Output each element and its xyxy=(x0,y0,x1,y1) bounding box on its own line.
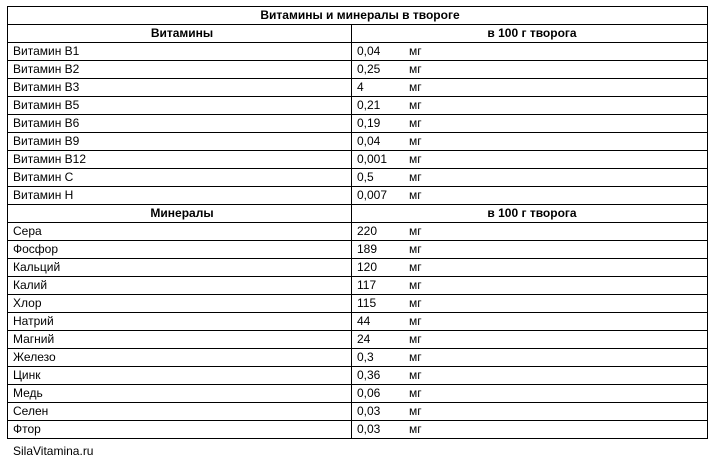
amount-unit: мг xyxy=(409,152,422,166)
nutrient-amount xyxy=(352,151,708,169)
table-row xyxy=(8,97,708,115)
amount-unit: мг xyxy=(409,80,422,94)
amount-value: 115 xyxy=(357,296,377,310)
nutrient-amount xyxy=(352,313,708,331)
table-row xyxy=(8,313,708,331)
nutrient-amount xyxy=(352,403,708,421)
table-row xyxy=(8,349,708,367)
amount-unit: мг xyxy=(409,350,422,364)
nutrient-name: Железо xyxy=(8,349,352,367)
table-row xyxy=(8,277,708,295)
table-row xyxy=(8,187,708,205)
amount-unit: мг xyxy=(409,332,422,346)
vitamins-header-value: в 100 г творога xyxy=(352,25,708,43)
amount-value: 0,007 xyxy=(357,188,388,202)
minerals-header-name: Минералы xyxy=(8,205,352,223)
nutrient-amount xyxy=(352,349,708,367)
amount-unit: мг xyxy=(409,44,422,58)
amount-unit: мг xyxy=(409,98,422,112)
amount-value: 0,25 xyxy=(357,62,381,76)
nutrient-name: Кальций xyxy=(8,259,352,277)
nutrient-amount xyxy=(352,259,708,277)
nutrient-name: Витамин B2 xyxy=(8,61,352,79)
table-row xyxy=(8,43,708,61)
amount-unit: мг xyxy=(409,314,422,328)
amount-unit: мг xyxy=(409,188,422,202)
nutrient-amount xyxy=(352,61,708,79)
amount-unit: мг xyxy=(409,386,422,400)
amount-value: 220 xyxy=(357,224,378,238)
amount-unit: мг xyxy=(409,404,422,418)
nutrient-name: Витамин C xyxy=(8,169,352,187)
nutrient-name: Витамин B1 xyxy=(8,43,352,61)
amount-value: 0,03 xyxy=(357,422,381,436)
amount-value: 0,5 xyxy=(357,170,374,184)
nutrient-name: Витамин B5 xyxy=(8,97,352,115)
table-row xyxy=(8,79,708,97)
nutrient-name: Цинк xyxy=(8,367,352,385)
nutrient-amount xyxy=(352,277,708,295)
nutrient-name: Витамин B6 xyxy=(8,115,352,133)
amount-unit: мг xyxy=(409,62,422,76)
table-row xyxy=(8,403,708,421)
amount-value: 0,04 xyxy=(357,44,381,58)
vitamins-header-name: Витамины xyxy=(8,25,352,43)
nutrient-name: Фосфор xyxy=(8,241,352,259)
amount-value: 120 xyxy=(357,260,378,274)
nutrient-name: Магний xyxy=(8,331,352,349)
amount-unit: мг xyxy=(409,134,422,148)
amount-value: 24 xyxy=(357,332,371,346)
table-row xyxy=(8,61,708,79)
nutrient-amount xyxy=(352,43,708,61)
nutrient-name: Калий xyxy=(8,277,352,295)
vitamins-header-row xyxy=(8,25,708,43)
table-row xyxy=(8,151,708,169)
nutrient-amount xyxy=(352,79,708,97)
nutrient-amount xyxy=(352,133,708,151)
table-row xyxy=(8,421,708,439)
table-row xyxy=(8,295,708,313)
amount-value: 0,19 xyxy=(357,116,381,130)
nutrient-amount xyxy=(352,241,708,259)
minerals-header-value: в 100 г творога xyxy=(352,205,708,223)
nutrient-amount xyxy=(352,421,708,439)
amount-value: 117 xyxy=(357,278,377,292)
table-row xyxy=(8,331,708,349)
amount-unit: мг xyxy=(409,224,422,238)
nutrition-table xyxy=(7,6,708,439)
minerals-header-row xyxy=(8,205,708,223)
amount-unit: мг xyxy=(409,422,422,436)
table-title: Витамины и минералы в твороге xyxy=(8,7,708,25)
nutrient-amount xyxy=(352,385,708,403)
amount-value: 0,03 xyxy=(357,404,381,418)
amount-unit: мг xyxy=(409,260,422,274)
nutrient-name: Хлор xyxy=(8,295,352,313)
table-row xyxy=(8,169,708,187)
amount-unit: мг xyxy=(409,242,422,256)
title-row xyxy=(8,7,708,25)
nutrient-amount xyxy=(352,331,708,349)
table-row xyxy=(8,133,708,151)
amount-unit: мг xyxy=(409,368,422,382)
nutrient-amount xyxy=(352,295,708,313)
amount-value: 0,04 xyxy=(357,134,381,148)
nutrient-amount xyxy=(352,115,708,133)
amount-value: 0,36 xyxy=(357,368,381,382)
amount-unit: мг xyxy=(409,296,422,310)
nutrient-name: Витамин B3 xyxy=(8,79,352,97)
nutrient-amount xyxy=(352,97,708,115)
nutrient-name: Витамин B9 xyxy=(8,133,352,151)
table-row xyxy=(8,259,708,277)
table-row xyxy=(8,223,708,241)
amount-value: 44 xyxy=(357,314,371,328)
nutrient-amount xyxy=(352,169,708,187)
table-row xyxy=(8,241,708,259)
nutrient-name: Фтор xyxy=(8,421,352,439)
amount-value: 0,001 xyxy=(357,152,388,166)
amount-unit: мг xyxy=(409,170,422,184)
amount-value: 4 xyxy=(357,80,364,94)
nutrient-name: Сера xyxy=(8,223,352,241)
table-row xyxy=(8,385,708,403)
amount-value: 0,21 xyxy=(357,98,381,112)
table-row xyxy=(8,367,708,385)
amount-value: 189 xyxy=(357,242,378,256)
amount-unit: мг xyxy=(409,116,422,130)
nutrient-name: Витамин H xyxy=(8,187,352,205)
nutrient-amount xyxy=(352,187,708,205)
nutrient-name: Медь xyxy=(8,385,352,403)
amount-value: 0,3 xyxy=(357,350,374,364)
amount-unit: мг xyxy=(409,278,422,292)
site-credit: SilaVitamina.ru xyxy=(13,444,94,458)
amount-value: 0,06 xyxy=(357,386,381,400)
nutrient-name: Селен xyxy=(8,403,352,421)
nutrient-amount xyxy=(352,367,708,385)
nutrient-name: Натрий xyxy=(8,313,352,331)
table-row xyxy=(8,115,708,133)
nutrient-amount xyxy=(352,223,708,241)
nutrient-name: Витамин B12 xyxy=(8,151,352,169)
